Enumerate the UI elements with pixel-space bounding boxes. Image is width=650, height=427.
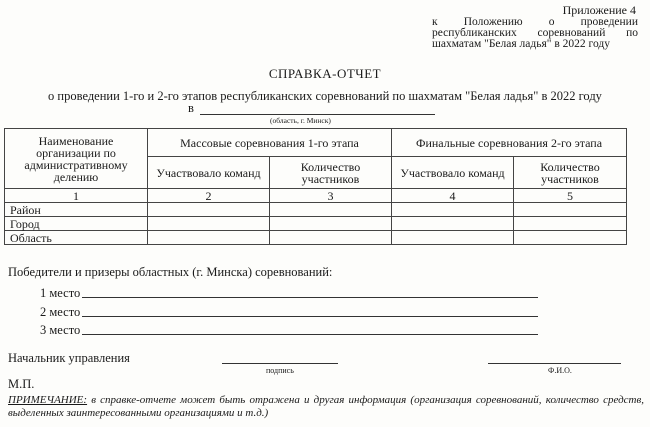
reference-text <box>432 17 638 50</box>
place-field-1[interactable] <box>82 297 538 298</box>
place-field-2[interactable] <box>82 316 538 317</box>
appendix-label: Приложение 4 <box>562 3 636 17</box>
signature-field[interactable] <box>222 363 338 364</box>
stage2-header: Финальные соревнования 2-го этапа <box>392 129 627 157</box>
table-cell[interactable] <box>392 203 514 217</box>
column-number: 3 <box>270 189 392 203</box>
region-field-line[interactable] <box>200 114 435 115</box>
place-label-1: 1 место <box>40 286 81 300</box>
row-label-city: Город <box>5 217 148 231</box>
full-name-hint: Ф.И.О. <box>548 366 572 375</box>
note-text: в справке-отчете может быть отражена и другая информация (организация соревнований, количество средств, выделенных заинтересованными организациями и т.д.) <box>8 394 644 419</box>
table-cell[interactable] <box>270 217 392 231</box>
column-number-row <box>5 189 627 203</box>
column-number: 5 <box>514 189 627 203</box>
row-label-region: Область <box>5 231 148 245</box>
column-number: 2 <box>148 189 270 203</box>
org-column-header: Наименование организации по административному делению <box>5 129 148 189</box>
row-label-district: Район <box>5 203 148 217</box>
head-of-department-label: Начальник управления <box>8 351 130 365</box>
reference-line: к Положению о проведении <box>432 16 638 28</box>
region-label: в <box>188 101 194 115</box>
column-number: 1 <box>5 189 148 203</box>
place-label-2: 2 место <box>40 305 81 319</box>
note-paragraph <box>8 394 644 420</box>
reference-line: республиканских соревнований по <box>432 27 638 39</box>
signature-hint: подпись <box>266 366 294 375</box>
place-label-3: 3 место <box>40 323 81 337</box>
table-row <box>5 231 627 245</box>
stage1-teams-header: Участвовало команд <box>148 157 270 189</box>
region-hint: (область, г. Минск) <box>270 116 331 125</box>
table-row <box>5 203 627 217</box>
table-cell[interactable] <box>514 231 627 245</box>
table-cell[interactable] <box>148 217 270 231</box>
document-title: СПРАВКА-ОТЧЕТ <box>268 66 382 81</box>
table-cell[interactable] <box>148 231 270 245</box>
document-subtitle: о проведении 1-го и 2-го этапов республиканских соревнований по шахматам "Белая ладья" в 2022 году <box>48 89 602 103</box>
report-table <box>4 128 627 245</box>
full-name-field[interactable] <box>488 363 621 364</box>
column-number: 4 <box>392 189 514 203</box>
note-label: ПРИМЕЧАНИЕ: <box>8 394 88 406</box>
table-cell[interactable] <box>514 217 627 231</box>
seal-place-label: М.П. <box>8 377 35 391</box>
table-cell[interactable] <box>270 203 392 217</box>
stage1-participants-header: Количество участников <box>270 157 392 189</box>
table-cell[interactable] <box>392 231 514 245</box>
table-cell[interactable] <box>148 203 270 217</box>
table-header-row <box>5 129 627 157</box>
table-row <box>5 217 627 231</box>
stage1-header: Массовые соревнования 1-го этапа <box>148 129 392 157</box>
stage2-teams-header: Участвовало команд <box>392 157 514 189</box>
table-cell[interactable] <box>514 203 627 217</box>
place-field-3[interactable] <box>82 334 538 335</box>
reference-line: шахматам "Белая ладья" в 2022 году <box>432 38 610 50</box>
table-cell[interactable] <box>270 231 392 245</box>
table-cell[interactable] <box>392 217 514 231</box>
winners-label: Победители и призеры областных (г. Минска) соревнований: <box>8 265 333 279</box>
stage2-participants-header: Количество участников <box>514 157 627 189</box>
